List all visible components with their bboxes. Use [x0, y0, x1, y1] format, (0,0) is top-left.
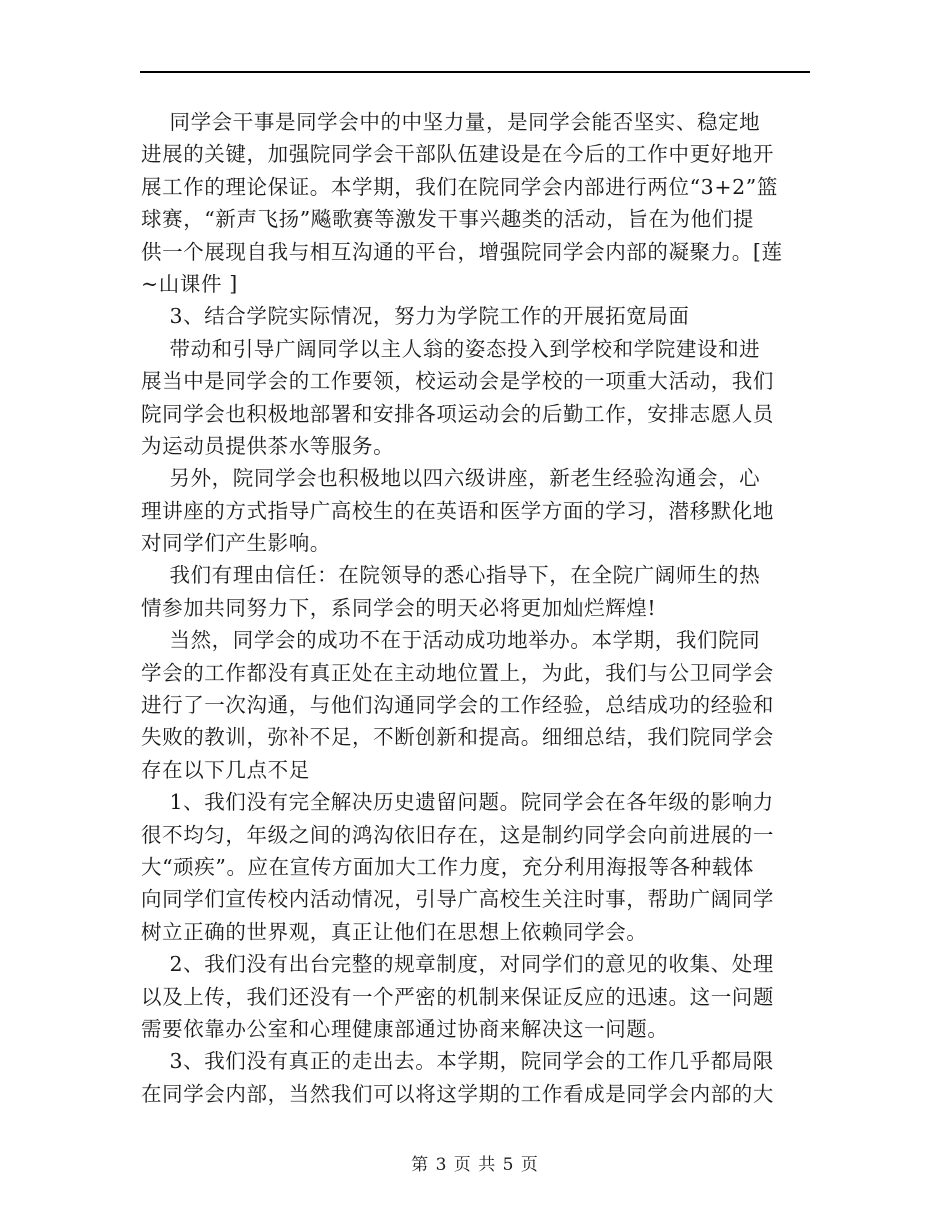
text-line: 以及上传，我们还没有一个严密的机制来保证反应的迅速。这一问题 — [141, 984, 774, 1009]
text-line: 为运动员提供茶水等服务。 — [141, 433, 395, 458]
section-heading: 3、结合学院实际情况，努力为学院工作的开展拓宽局面 — [141, 304, 690, 329]
text-line: 向同学们宣传校内活动情况，引导广高校生关注时事，帮助广阔同学 — [141, 887, 774, 912]
text-line: 进行了一次沟通，与他们沟通同学会的工作经验，总结成功的经验和 — [141, 693, 774, 718]
text-line: 进展的关键，加强院同学会干部队伍建设是在今后的工作中更好地开 — [141, 142, 774, 167]
page-number: 第 3 页 共 5 页 — [411, 1155, 539, 1175]
text-line: ~山课件 ] — [141, 271, 238, 296]
text-line: 树立正确的世界观，真正让他们在思想上依赖同学会。 — [141, 919, 648, 944]
text-line: 存在以下几点不足 — [141, 757, 310, 782]
header-rule — [140, 71, 810, 73]
text-line: 对同学们产生影响。 — [141, 531, 331, 556]
text-line: 3、我们没有真正的走出去。本学期，院同学会的工作几乎都局限 — [141, 1049, 774, 1074]
text-line: 展当中是同学会的工作要领，校运动会是学校的一项重大活动，我们 — [141, 369, 774, 394]
text-line: 2、我们没有出台完整的规章制度，对同学们的意见的收集、处理 — [141, 952, 774, 977]
text-line: 展工作的理论保证。本学期，我们在院同学会内部进行两位“3+2”篮 — [141, 174, 778, 199]
text-line: 学会的工作都没有真正处在主动地位置上，为此，我们与公卫同学会 — [141, 660, 774, 685]
text-line: 情参加共同努力下，系同学会的明天必将更加灿烂辉煌! — [141, 595, 657, 620]
text-line: 很不均匀，年级之间的鸿沟依旧存在，这是制约同学会向前进展的一 — [141, 822, 774, 847]
text-line: 球赛，“新声飞扬”飚歌赛等激发干事兴趣类的活动，旨在为他们提 — [141, 207, 754, 232]
text-line: 理讲座的方式指导广高校生的在英语和医学方面的学习，潜移默化地 — [141, 498, 774, 523]
text-line: 另外，院同学会也积极地以四六级讲座，新老生经验沟通会，心 — [141, 466, 761, 491]
text-line: 在同学会内部，当然我们可以将这学期的工作看成是同学会内部的大 — [141, 1081, 774, 1106]
text-line: 当然，同学会的成功不在于活动成功地举办。本学期，我们院同 — [141, 628, 761, 653]
text-line: 需要依靠办公室和心理健康部通过协商来解决这一问题。 — [141, 1016, 669, 1041]
text-line: 失败的教训，弥补不足，不断创新和提高。细细总结，我们院同学会 — [141, 725, 774, 750]
document-body — [141, 106, 809, 1110]
text-line: 大“顽疾”。应在宣传方面加大工作力度，充分利用海报等各种载体 — [141, 854, 754, 879]
text-line: 我们有理由信任：在院领导的悉心指导下，在全院广阔师生的热 — [141, 563, 761, 588]
text-line: 院同学会也积极地部署和安排各项运动会的后勤工作，安排志愿人员 — [141, 401, 774, 426]
text-line: 供一个展现自我与相互沟通的平台，增强院同学会内部的凝聚力。[莲 — [141, 239, 783, 264]
text-line: 同学会干事是同学会中的中坚力量，是同学会能否坚实、稳定地 — [141, 110, 761, 134]
text-line: 带动和引导广阔同学以主人翁的姿态投入到学校和学院建设和进 — [141, 336, 761, 361]
text-line: 1、我们没有完全解决历史遗留问题。院同学会在各年级的影响力 — [141, 790, 774, 815]
